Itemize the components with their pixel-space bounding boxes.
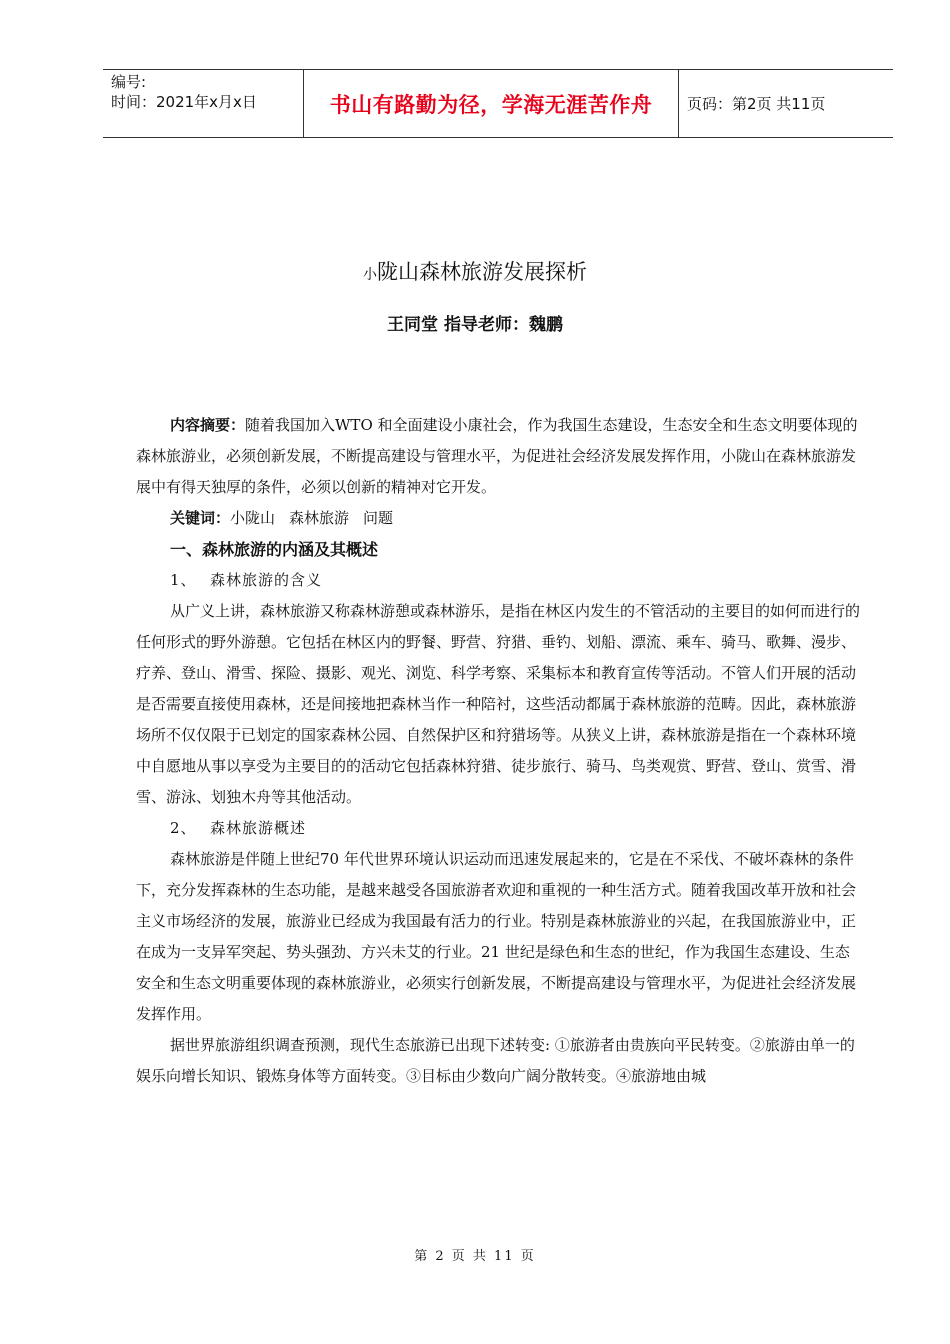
page-footer: 第 2 页 共 11 页 <box>414 1249 536 1264</box>
title-prefix: 小 <box>363 267 377 283</box>
abstract-label: 内容摘要： <box>170 416 246 434</box>
keyword-item: 小陇山 <box>230 509 276 527</box>
doc-number-label: 编号: <box>111 73 147 91</box>
abstract-text: 随着我国加入WTO 和全面建设小康社会，作为我国生态建设，生态安全和生态文明要体现的森林旅游业，必须创新发展，不断提高建设与管理水平，为促进社会经济发展发挥作用，小陇山在森林旅游发展中有得天独厚的条件，必须以创新的精神对它开发。 <box>136 416 858 496</box>
abstract-paragraph <box>136 410 862 503</box>
header-page-info: 页码：第2页 共11页 <box>687 95 826 113</box>
keyword-item: 森林旅游 <box>289 509 350 527</box>
paragraph-forecast: 据世界旅游组织调查预测，现代生态旅游已出现下述转变: ①旅游者由贵族向平民转变。②旅游由单一的娱乐向增长知识、锻炼身体等方面转变。③目标由少数向广阔分散转变。④旅游地由城 <box>136 1036 855 1085</box>
header-motto: 书山有路勤为径，学海无涯苦作舟 <box>304 70 679 137</box>
subsection-heading-1 <box>136 565 862 596</box>
header-table <box>103 69 893 138</box>
paragraph-definition: 从广义上讲，森林旅游又称森林游憩或森林游乐，是指在林区内发生的不管活动的主要目的如何而进行的任何形式的野外游憩。它包括在林区内的野餐、野营、狩猎、垂钓、划船、漂流、乘车、骑马、歌舞、漫步、疗养、登山、滑雪、探险、摄影、观光、浏览、科学考察、采集标本和教育宣传等活动。不管人们开展的活动是否需要直接使用森林，还是间接地把森林当作一种陪衬，这些活动都属于森林旅游的范畴。因此，森林旅游场所不仅仅限于已划定的国家森林公园、自然保护区和狩猎场等。从狭义上讲，森林旅游是指在一个森林环境中自愿地从事以享受为主要目的的活动它包括森林狩猎、徒步旅行、骑马、鸟类观赏、野营、登山、赏雪、滑雪、游泳、划独木舟等其他活动。 <box>136 602 861 806</box>
subsection-number: 1、 <box>170 571 197 589</box>
keyword-item: 问题 <box>363 509 394 527</box>
doc-time-label: 时间：2021年x月x日 <box>111 93 257 111</box>
subsection-heading-2 <box>136 813 862 844</box>
author-line: 王同堂 指导老师：魏鹏 <box>387 315 563 335</box>
paragraph-overview: 森林旅游是伴随上世纪70 年代世界环境认识运动而迅速发展起来的，它是在不采伐、不破坏森林的条件下，充分发挥森林的生态功能，是越来越受各国旅游者欢迎和重视的一种生活方式。随着我国改革开放和社会主义市场经济的发展，旅游业已经成为我国最有活力的行业。特别是森林旅游业的兴起，在我国旅游业中，正在成为一支异军突起、势头强劲、方兴未艾的行业。21 世纪是绿色和生态的世纪，作为我国生态建设、生态安全和生态文明重要体现的森林旅游业，必须实行创新发展，不断提高建设与管理水平，为促进社会经济发展发挥作用。 <box>136 850 857 1023</box>
title-main: 陇山森林旅游发展探析 <box>377 260 587 284</box>
document-body <box>136 410 862 1092</box>
section-heading-1: 一、森林旅游的内涵及其概述 <box>170 540 379 559</box>
subsection-title: 森林旅游概述 <box>210 819 307 837</box>
document-title <box>0 256 950 286</box>
subsection-title: 森林旅游的含义 <box>210 571 323 589</box>
keywords-label: 关键词： <box>170 509 231 527</box>
subsection-number: 2、 <box>170 819 197 837</box>
keywords-line <box>136 503 862 534</box>
header-meta-cell <box>103 70 304 137</box>
